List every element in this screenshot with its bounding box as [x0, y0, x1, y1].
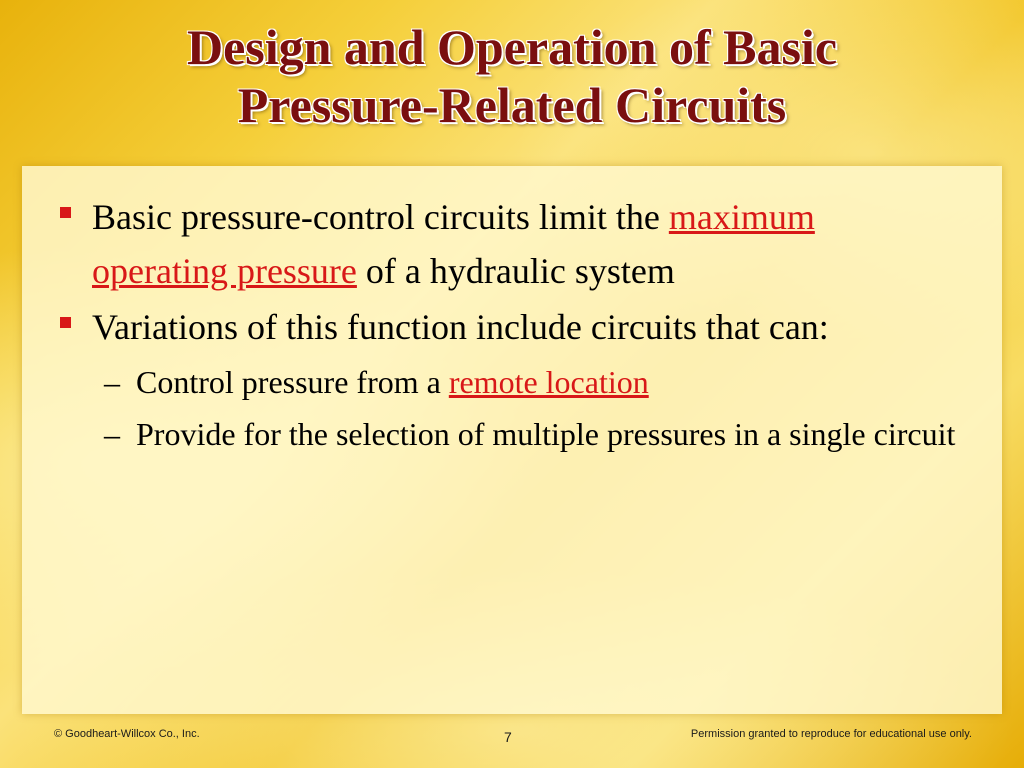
- dash-bullet-icon: –: [104, 364, 120, 400]
- maximum-operating-pressure-link[interactable]: maximum operating pressure: [92, 197, 815, 291]
- bullet-1-text-post: of a hydraulic system: [356, 251, 675, 291]
- dash-bullet-icon: –: [104, 416, 120, 452]
- title-line-1: Design and Operation of Basic: [186, 19, 838, 75]
- remote-location-link[interactable]: remote location: [448, 364, 649, 400]
- sub-bullet-item-1: [58, 358, 958, 406]
- title-line-2: Pressure-Related Circuits: [237, 77, 787, 133]
- square-bullet-icon: [60, 207, 71, 218]
- slide-title: [20, 18, 1004, 134]
- footer-copyright: © Goodheart-Willcox Co., Inc.: [54, 728, 200, 740]
- square-bullet-icon: [60, 317, 71, 328]
- bullet-1-text-pre: Basic pressure-control circuits limit the: [92, 197, 669, 237]
- footer-page-number: 7: [504, 729, 512, 745]
- bullet-item-2: [58, 300, 958, 354]
- sub-bullet-2-text: Provide for the selection of multiple pressures in a single circuit: [136, 416, 956, 452]
- bullet-item-1: [58, 190, 958, 298]
- bullet-2-text: Variations of this function include circuits that can:: [92, 307, 829, 347]
- sub-bullet-item-2: [58, 410, 958, 458]
- footer-permission: Permission granted to reproduce for educational use only.: [690, 728, 972, 740]
- sub-bullet-1-text-pre: Control pressure from a: [136, 364, 449, 400]
- bullet-list: [58, 190, 958, 458]
